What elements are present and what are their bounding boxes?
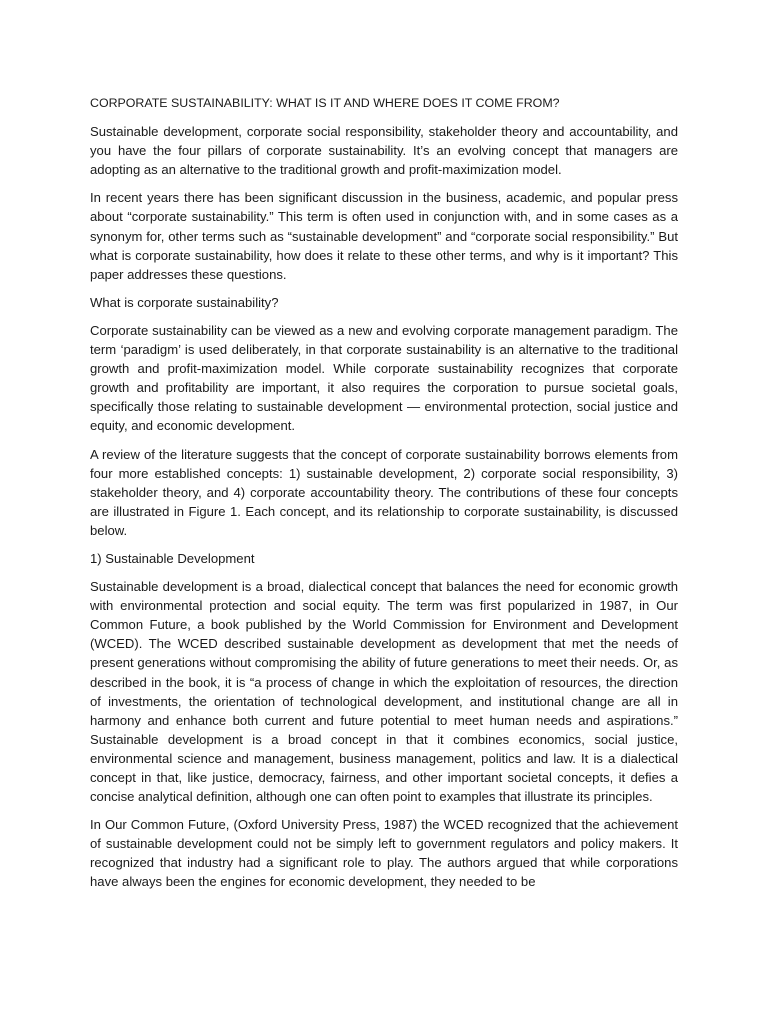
document-body <box>90 94 678 901</box>
section-heading-sustainable-development: 1) Sustainable Development <box>90 550 255 566</box>
section-heading-what-is: What is corporate sustainability? <box>90 294 279 310</box>
document-title: CORPORATE SUSTAINABILITY: WHAT IS IT AND WHERE DOES IT COME FROM? <box>90 96 560 110</box>
paragraph-our-common-future: In Our Common Future, (Oxford University Press, 1987) the WCED recognized that the achievement of sustainable development could not be simply left to government regulators and policy makers. It recognized that industry had a significant role to play. The authors argued that while corporations have always been the engines for economic development, they needed to be <box>90 817 678 890</box>
paragraph-sustainable-development: Sustainable development is a broad, dialectical concept that balances the need for economic growth with environmental protection and social equity. The term was first popularized in 1987, in Our Common Future, a book published by the World Commission for Environment and Development (WCED). The WCED described sustainable development as development that met the needs of present generations without compromising the ability of future generations to meet their needs. Or, as described in the book, it is “a process of change in which the exploitation of resources, the direction of investments, the orientation of technological development, and institutional change are all in harmony and enhance both current and future potential to meet human needs and aspirations.” Sustainable development is a broad concept in that it combines economics, social justice, environmental science and management, business management, politics and law. It is a dialectical concept in that, like justice, democracy, fairness, and other important societal concepts, it defies a concise analytical definition, although one can often point to examples that illustrate its principles. <box>90 579 678 805</box>
paragraph-intro: Sustainable development, corporate social responsibility, stakeholder theory and accountability, and you have the four pillars of corporate sustainability. It’s an evolving concept that managers are adopting as an alternative to the traditional growth and profit-maximization model. <box>90 124 678 178</box>
paragraph-literature-review: A review of the literature suggests that the concept of corporate sustainability borrows elements from four more established concepts: 1) sustainable development, 2) corporate social responsibility, 3) stakeholder theory, and 4) corporate accountability theory. The contributions of these four concepts are illustrated in Figure 1. Each concept, and its relationship to corporate sustainability, is discussed below. <box>90 446 678 538</box>
paragraph-paradigm: Corporate sustainability can be viewed as a new and evolving corporate management paradigm. The term ‘paradigm’ is used deliberately, in that corporate sustainability is an alternative to the traditional growth and profit-maximization model. While corporate sustainability recognizes that corporate growth and profitability are important, it also requires the corporation to pursue societal goals, specifically those relating to sustainable development — environmental protection, social justice and equity, and economic development. <box>90 322 678 434</box>
paragraph-recent-years: In recent years there has been significant discussion in the business, academic, and popular press about “corporate sustainability.” This term is often used in conjunction with, and in some cases as a synonym for, other terms such as “sustainable development” and “corporate social responsibility.” But what is corporate sustainability, how does it relate to these other terms, and why is it important? This paper addresses these questions. <box>90 190 678 282</box>
